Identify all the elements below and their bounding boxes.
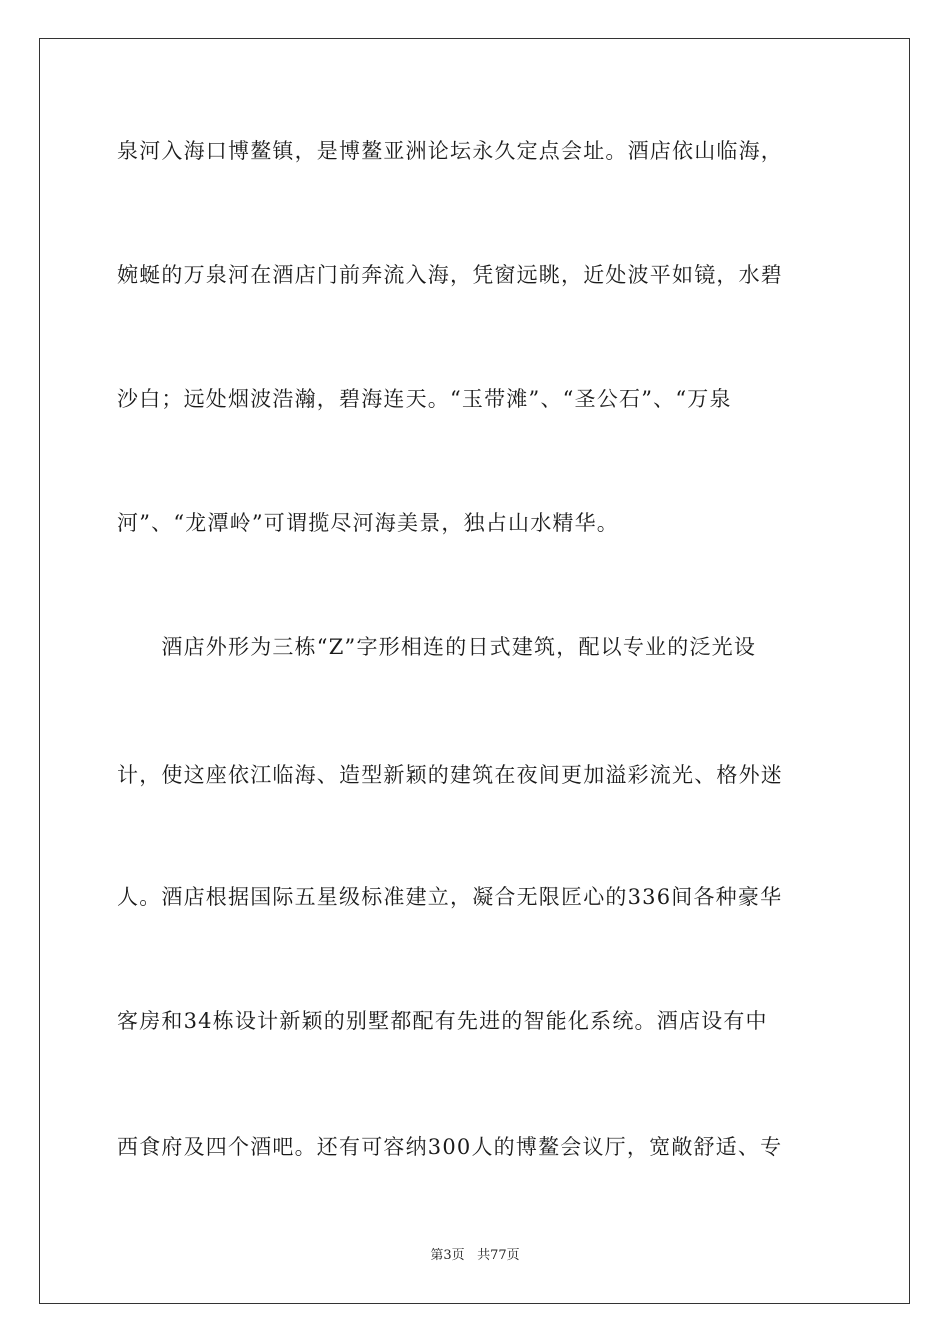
page-total: 共77页 xyxy=(477,1248,520,1263)
body-text-line: 客房和34栋设计新颖的别墅都配有先进的智能化系统。酒店设有中 xyxy=(117,1009,768,1033)
page-number: 第3页 xyxy=(430,1248,465,1263)
body-text-line: 人。酒店根据国际五星级标准建立，凝合无限匠心的336间各种豪华 xyxy=(117,885,783,909)
page-footer xyxy=(0,1248,950,1264)
body-text-line: 泉河入海口博鳌镇，是博鳌亚洲论坛永久定点会址。酒店依山临海， xyxy=(117,139,783,163)
body-text-line: 沙白；远处烟波浩瀚，碧海连天。“玉带滩”、“圣公石”、“万泉 xyxy=(117,387,732,411)
body-text-line: 酒店外形为三栋“Z”字形相连的日式建筑，配以专业的泛光设 xyxy=(117,635,757,659)
body-text-line: 婉蜒的万泉河在酒店门前奔流入海，凭窗远眺，近处波平如镜，水碧 xyxy=(117,263,783,287)
body-text-line: 河”、“龙潭岭”可谓揽尽河海美景，独占山水精华。 xyxy=(117,511,620,535)
body-text-line: 计，使这座依江临海、造型新颖的建筑在夜间更加溢彩流光、格外迷 xyxy=(117,763,783,787)
page-border xyxy=(39,38,910,1304)
body-text-line: 西食府及四个酒吧。还有可容纳300人的博鳌会议厅，宽敞舒适、专 xyxy=(117,1135,783,1159)
